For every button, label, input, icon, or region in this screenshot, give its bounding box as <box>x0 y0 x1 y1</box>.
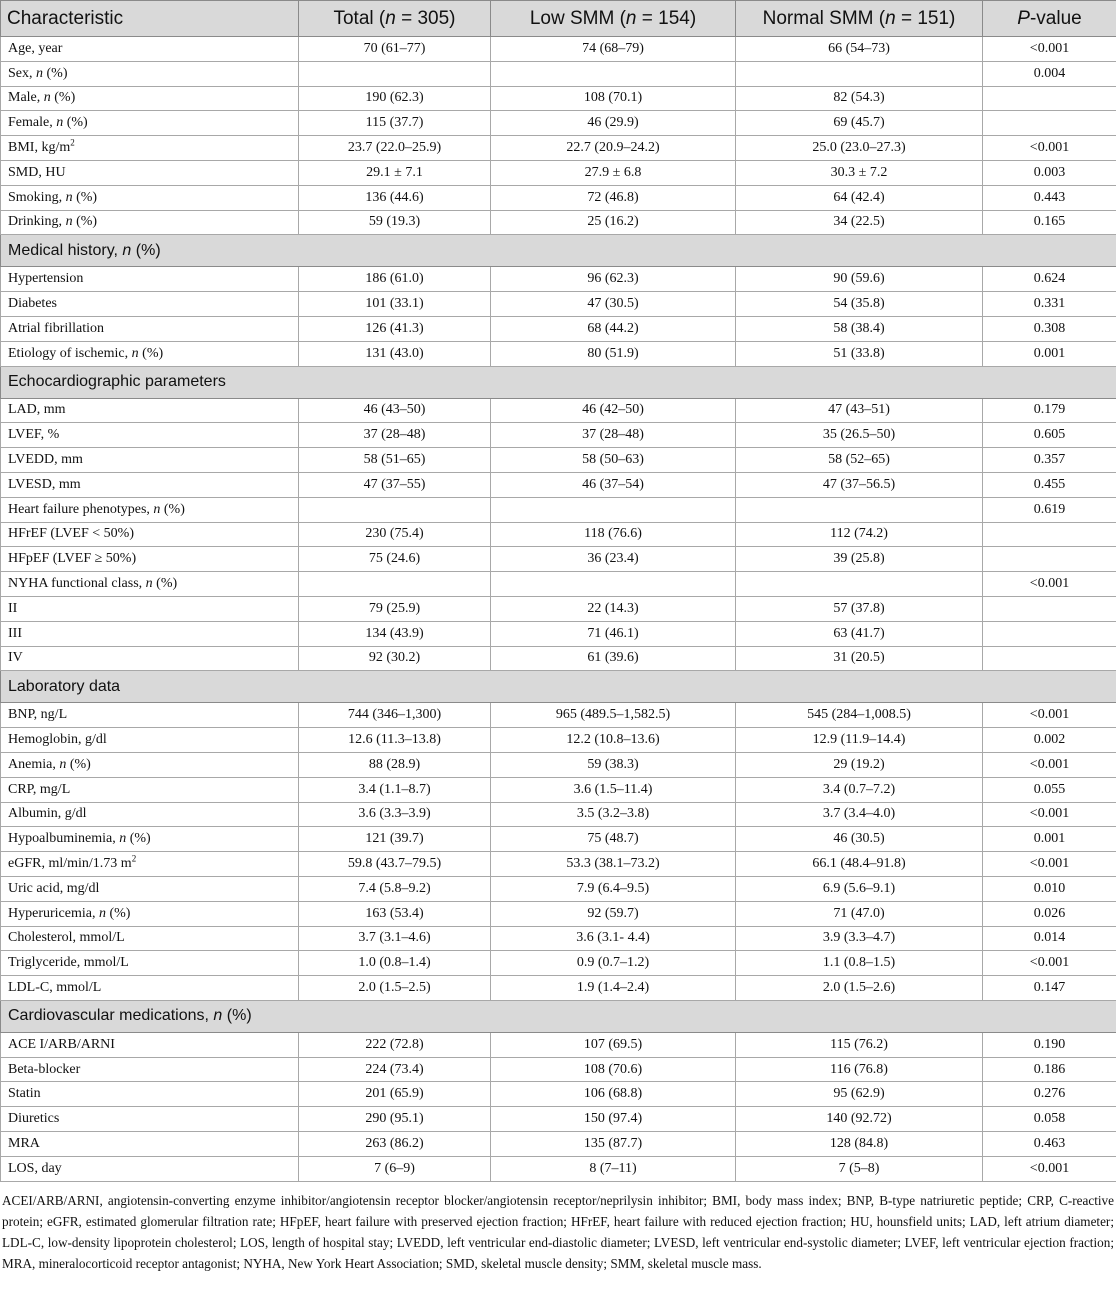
cell-low-smm: 25 (16.2) <box>491 210 736 235</box>
table-row <box>1 621 1116 646</box>
cell-total: 70 (61–77) <box>299 37 491 62</box>
cell-total: 230 (75.4) <box>299 522 491 547</box>
cell-p-value: 0.002 <box>983 728 1116 753</box>
row-label: Hyperuricemia, n (%) <box>1 901 299 926</box>
cell-low-smm: 1.9 (1.4–2.4) <box>491 976 736 1001</box>
row-label: BMI, $kg/m^2$ <box>1 136 299 161</box>
row-label: Diabetes <box>1 292 299 317</box>
cell-normal-smm <box>736 61 983 86</box>
cell-normal-smm: 30.3 ± 7.2 <box>736 160 983 185</box>
cell-p-value <box>983 621 1116 646</box>
table-row <box>1 596 1116 621</box>
row-label: Beta-blocker <box>1 1057 299 1082</box>
cell-low-smm: 108 (70.6) <box>491 1057 736 1082</box>
cell-low-smm: 107 (69.5) <box>491 1032 736 1057</box>
cell-normal-smm: 140 (92.72) <box>736 1107 983 1132</box>
table-row <box>1 901 1116 926</box>
cell-p-value: 0.147 <box>983 976 1116 1001</box>
table-row <box>1 547 1116 572</box>
cell-normal-smm: 47 (37–56.5) <box>736 472 983 497</box>
cell-low-smm: 80 (51.9) <box>491 341 736 366</box>
cell-total: 126 (41.3) <box>299 316 491 341</box>
cell-p-value <box>983 547 1116 572</box>
cell-total: 290 (95.1) <box>299 1107 491 1132</box>
cell-total: 59.8 (43.7–79.5) <box>299 852 491 877</box>
cell-p-value: 0.619 <box>983 497 1116 522</box>
cell-low-smm <box>491 61 736 86</box>
cell-total: 3.6 (3.3–3.9) <box>299 802 491 827</box>
cell-normal-smm: 2.0 (1.5–2.6) <box>736 976 983 1001</box>
row-label: Uric acid, mg/dl <box>1 876 299 901</box>
section-title: Laboratory data <box>1 671 1116 703</box>
table-row <box>1 136 1116 161</box>
cell-p-value: 0.331 <box>983 292 1116 317</box>
cell-low-smm: 46 (29.9) <box>491 111 736 136</box>
cell-p-value <box>983 596 1116 621</box>
table-row <box>1 185 1116 210</box>
cell-low-smm: 135 (87.7) <box>491 1132 736 1157</box>
cell-total: 3.4 (1.1–8.7) <box>299 777 491 802</box>
table-row <box>1 976 1116 1001</box>
row-label: Age, year <box>1 37 299 62</box>
cell-normal-smm: 3.7 (3.4–4.0) <box>736 802 983 827</box>
cell-p-value: <0.001 <box>983 852 1116 877</box>
cell-p-value: 0.003 <box>983 160 1116 185</box>
cell-low-smm: 71 (46.1) <box>491 621 736 646</box>
cell-p-value: 0.010 <box>983 876 1116 901</box>
row-label: CRP, mg/L <box>1 777 299 802</box>
cell-low-smm: 106 (68.8) <box>491 1082 736 1107</box>
row-label: BNP, ng/L <box>1 703 299 728</box>
cell-low-smm: 46 (42–50) <box>491 398 736 423</box>
cell-total: 263 (86.2) <box>299 1132 491 1157</box>
cell-total: 131 (43.0) <box>299 341 491 366</box>
cell-normal-smm: 66 (54–73) <box>736 37 983 62</box>
cell-normal-smm: 69 (45.7) <box>736 111 983 136</box>
cell-low-smm: 7.9 (6.4–9.5) <box>491 876 736 901</box>
table-row <box>1 37 1116 62</box>
cell-p-value: 0.026 <box>983 901 1116 926</box>
cell-low-smm: 53.3 (38.1–73.2) <box>491 852 736 877</box>
header-p-value: P-value <box>983 1 1116 37</box>
cell-normal-smm: 25.0 (23.0–27.3) <box>736 136 983 161</box>
table-row <box>1 316 1116 341</box>
table-row <box>1 752 1116 777</box>
cell-total: 59 (19.3) <box>299 210 491 235</box>
cell-total: 186 (61.0) <box>299 267 491 292</box>
cell-low-smm: 108 (70.1) <box>491 86 736 111</box>
table-row <box>1 876 1116 901</box>
row-label: SMD, HU <box>1 160 299 185</box>
cell-p-value: <0.001 <box>983 572 1116 597</box>
cell-low-smm: 59 (38.3) <box>491 752 736 777</box>
table-row <box>1 1032 1116 1057</box>
cell-low-smm: 27.9 ± 6.8 <box>491 160 736 185</box>
cell-normal-smm: 31 (20.5) <box>736 646 983 671</box>
cell-total: 2.0 (1.5–2.5) <box>299 976 491 1001</box>
cell-normal-smm: 51 (33.8) <box>736 341 983 366</box>
row-label: II <box>1 596 299 621</box>
row-label: Hemoglobin, g/dl <box>1 728 299 753</box>
cell-normal-smm: 29 (19.2) <box>736 752 983 777</box>
row-label: LAD, mm <box>1 398 299 423</box>
cell-normal-smm: 95 (62.9) <box>736 1082 983 1107</box>
table-row <box>1 398 1116 423</box>
cell-p-value <box>983 86 1116 111</box>
cell-low-smm: 0.9 (0.7–1.2) <box>491 951 736 976</box>
cell-total <box>299 497 491 522</box>
table-row <box>1 448 1116 473</box>
table-row <box>1 572 1116 597</box>
cell-normal-smm: 7 (5–8) <box>736 1156 983 1181</box>
cell-normal-smm: 63 (41.7) <box>736 621 983 646</box>
cell-low-smm: 92 (59.7) <box>491 901 736 926</box>
cell-normal-smm: 128 (84.8) <box>736 1132 983 1157</box>
row-label: Smoking, n (%) <box>1 185 299 210</box>
table-row <box>1 852 1116 877</box>
header-characteristic: Characteristic <box>1 1 299 37</box>
cell-p-value: <0.001 <box>983 136 1116 161</box>
cell-total: 7 (6–9) <box>299 1156 491 1181</box>
row-label: Sex, n (%) <box>1 61 299 86</box>
cell-p-value: 0.455 <box>983 472 1116 497</box>
section-header-row <box>1 366 1116 398</box>
row-label: Albumin, g/dl <box>1 802 299 827</box>
cell-p-value: 0.190 <box>983 1032 1116 1057</box>
cell-low-smm <box>491 497 736 522</box>
cell-p-value: 0.014 <box>983 926 1116 951</box>
cell-total: 58 (51–65) <box>299 448 491 473</box>
cell-low-smm: 965 (489.5–1,582.5) <box>491 703 736 728</box>
cell-total: 163 (53.4) <box>299 901 491 926</box>
cell-normal-smm: 71 (47.0) <box>736 901 983 926</box>
row-label: HFpEF (LVEF ≥ 50%) <box>1 547 299 572</box>
cell-p-value: 0.001 <box>983 827 1116 852</box>
cell-total: 7.4 (5.8–9.2) <box>299 876 491 901</box>
row-label: LVESD, mm <box>1 472 299 497</box>
cell-total: 136 (44.6) <box>299 185 491 210</box>
cell-p-value: 0.055 <box>983 777 1116 802</box>
table-row <box>1 341 1116 366</box>
cell-total: 3.7 (3.1–4.6) <box>299 926 491 951</box>
cell-low-smm: 96 (62.3) <box>491 267 736 292</box>
header-normal-smm: Normal SMM (n = 151) <box>736 1 983 37</box>
cell-p-value: 0.276 <box>983 1082 1116 1107</box>
cell-normal-smm: 112 (74.2) <box>736 522 983 547</box>
cell-normal-smm: 66.1 (48.4–91.8) <box>736 852 983 877</box>
row-label: Hypoalbuminemia, n (%) <box>1 827 299 852</box>
cell-normal-smm: 54 (35.8) <box>736 292 983 317</box>
row-label: Etiology of ischemic, n (%) <box>1 341 299 366</box>
cell-p-value <box>983 111 1116 136</box>
table-row <box>1 1156 1116 1181</box>
cell-normal-smm: 35 (26.5–50) <box>736 423 983 448</box>
table-row <box>1 111 1116 136</box>
cell-low-smm: 74 (68–79) <box>491 37 736 62</box>
cell-p-value: <0.001 <box>983 951 1116 976</box>
table-row <box>1 86 1116 111</box>
cell-p-value <box>983 646 1116 671</box>
section-title: Medical history, n (%) <box>1 235 1116 267</box>
cell-low-smm: 3.5 (3.2–3.8) <box>491 802 736 827</box>
row-label: Anemia, n (%) <box>1 752 299 777</box>
cell-p-value: <0.001 <box>983 802 1116 827</box>
row-label: HFrEF (LVEF < 50%) <box>1 522 299 547</box>
cell-normal-smm: 82 (54.3) <box>736 86 983 111</box>
cell-normal-smm: 58 (38.4) <box>736 316 983 341</box>
cell-normal-smm <box>736 572 983 597</box>
table-row <box>1 827 1116 852</box>
cell-low-smm: 46 (37–54) <box>491 472 736 497</box>
row-label: Male, n (%) <box>1 86 299 111</box>
cell-normal-smm: 6.9 (5.6–9.1) <box>736 876 983 901</box>
cell-normal-smm: 58 (52–65) <box>736 448 983 473</box>
cell-p-value: 0.179 <box>983 398 1116 423</box>
cell-low-smm: 72 (46.8) <box>491 185 736 210</box>
row-label: Triglyceride, mmol/L <box>1 951 299 976</box>
header-total: Total (n = 305) <box>299 1 491 37</box>
cell-total: 190 (62.3) <box>299 86 491 111</box>
cell-low-smm: 36 (23.4) <box>491 547 736 572</box>
row-label: III <box>1 621 299 646</box>
header-row <box>1 1 1116 37</box>
row-label: LOS, day <box>1 1156 299 1181</box>
table-row <box>1 210 1116 235</box>
cell-p-value: 0.058 <box>983 1107 1116 1132</box>
cell-p-value: <0.001 <box>983 752 1116 777</box>
cell-total <box>299 61 491 86</box>
table-row <box>1 926 1116 951</box>
row-label: NYHA functional class, n (%) <box>1 572 299 597</box>
table-row <box>1 292 1116 317</box>
section-header-row <box>1 235 1116 267</box>
cell-normal-smm: 115 (76.2) <box>736 1032 983 1057</box>
section-title: Cardiovascular medications, n (%) <box>1 1000 1116 1032</box>
table-row <box>1 802 1116 827</box>
table-row <box>1 1082 1116 1107</box>
cell-low-smm: 61 (39.6) <box>491 646 736 671</box>
row-label: Female, n (%) <box>1 111 299 136</box>
table-row <box>1 1107 1116 1132</box>
cell-total: 79 (25.9) <box>299 596 491 621</box>
cell-total: 115 (37.7) <box>299 111 491 136</box>
row-label: Statin <box>1 1082 299 1107</box>
row-label: ACE I/ARB/ARNI <box>1 1032 299 1057</box>
cell-normal-smm: 90 (59.6) <box>736 267 983 292</box>
cell-total: 12.6 (11.3–13.8) <box>299 728 491 753</box>
table-row <box>1 497 1116 522</box>
cell-p-value: 0.357 <box>983 448 1116 473</box>
table-row <box>1 472 1116 497</box>
section-title: Echocardiographic parameters <box>1 366 1116 398</box>
cell-total: 744 (346–1,300) <box>299 703 491 728</box>
cell-total: 101 (33.1) <box>299 292 491 317</box>
table-row <box>1 423 1116 448</box>
row-label: Diuretics <box>1 1107 299 1132</box>
table-row <box>1 703 1116 728</box>
cell-normal-smm: 34 (22.5) <box>736 210 983 235</box>
cell-p-value: 0.308 <box>983 316 1116 341</box>
table-row <box>1 728 1116 753</box>
cell-low-smm: 118 (76.6) <box>491 522 736 547</box>
cell-low-smm: 22 (14.3) <box>491 596 736 621</box>
cell-low-smm <box>491 572 736 597</box>
cell-p-value: 0.186 <box>983 1057 1116 1082</box>
cell-p-value: 0.463 <box>983 1132 1116 1157</box>
row-label: Drinking, n (%) <box>1 210 299 235</box>
cell-normal-smm: 545 (284–1,008.5) <box>736 703 983 728</box>
cell-low-smm: 75 (48.7) <box>491 827 736 852</box>
table-body <box>1 37 1116 1182</box>
cell-p-value: 0.605 <box>983 423 1116 448</box>
header-low-smm: Low SMM (n = 154) <box>491 1 736 37</box>
table-row <box>1 951 1116 976</box>
cell-low-smm: 22.7 (20.9–24.2) <box>491 136 736 161</box>
cell-normal-smm: 3.9 (3.3–4.7) <box>736 926 983 951</box>
row-label: Hypertension <box>1 267 299 292</box>
cell-low-smm: 3.6 (1.5–11.4) <box>491 777 736 802</box>
section-header-row <box>1 671 1116 703</box>
row-label: LDL-C, mmol/L <box>1 976 299 1001</box>
cell-total: 47 (37–55) <box>299 472 491 497</box>
row-label: Cholesterol, mmol/L <box>1 926 299 951</box>
cell-low-smm: 47 (30.5) <box>491 292 736 317</box>
row-label: MRA <box>1 1132 299 1157</box>
cell-total: 1.0 (0.8–1.4) <box>299 951 491 976</box>
cell-total: 222 (72.8) <box>299 1032 491 1057</box>
table-row <box>1 1132 1116 1157</box>
cell-total: 75 (24.6) <box>299 547 491 572</box>
table-row <box>1 160 1116 185</box>
row-label: LVEF, % <box>1 423 299 448</box>
cell-normal-smm: 3.4 (0.7–7.2) <box>736 777 983 802</box>
cell-low-smm: 68 (44.2) <box>491 316 736 341</box>
cell-normal-smm: 39 (25.8) <box>736 547 983 572</box>
cell-total: 46 (43–50) <box>299 398 491 423</box>
cell-p-value: 0.624 <box>983 267 1116 292</box>
cell-p-value: 0.004 <box>983 61 1116 86</box>
row-label: IV <box>1 646 299 671</box>
cell-low-smm: 150 (97.4) <box>491 1107 736 1132</box>
cell-low-smm: 58 (50–63) <box>491 448 736 473</box>
cell-normal-smm: 64 (42.4) <box>736 185 983 210</box>
cell-low-smm: 12.2 (10.8–13.6) <box>491 728 736 753</box>
section-header-row <box>1 1000 1116 1032</box>
cell-p-value <box>983 522 1116 547</box>
table-row <box>1 267 1116 292</box>
table-row <box>1 646 1116 671</box>
cell-total: 37 (28–48) <box>299 423 491 448</box>
cell-low-smm: 8 (7–11) <box>491 1156 736 1181</box>
cell-p-value: <0.001 <box>983 1156 1116 1181</box>
row-label: eGFR, ml/min/1.73 $m^2$ <box>1 852 299 877</box>
cell-total: 23.7 (22.0–25.9) <box>299 136 491 161</box>
cell-normal-smm: 12.9 (11.9–14.4) <box>736 728 983 753</box>
cell-normal-smm: 46 (30.5) <box>736 827 983 852</box>
cell-p-value: 0.165 <box>983 210 1116 235</box>
table-row <box>1 522 1116 547</box>
cell-p-value: 0.443 <box>983 185 1116 210</box>
cell-p-value: <0.001 <box>983 37 1116 62</box>
cell-total: 88 (28.9) <box>299 752 491 777</box>
row-label: Atrial fibrillation <box>1 316 299 341</box>
cell-total: 121 (39.7) <box>299 827 491 852</box>
cell-normal-smm: 57 (37.8) <box>736 596 983 621</box>
cell-low-smm: 3.6 (3.1- 4.4) <box>491 926 736 951</box>
table-row <box>1 777 1116 802</box>
table-row <box>1 61 1116 86</box>
cell-total: 134 (43.9) <box>299 621 491 646</box>
table-row <box>1 1057 1116 1082</box>
cell-normal-smm: 116 (76.8) <box>736 1057 983 1082</box>
cell-normal-smm: 47 (43–51) <box>736 398 983 423</box>
cell-p-value: 0.001 <box>983 341 1116 366</box>
cell-low-smm: 37 (28–48) <box>491 423 736 448</box>
cell-total: 224 (73.4) <box>299 1057 491 1082</box>
cell-total: 201 (65.9) <box>299 1082 491 1107</box>
cell-total <box>299 572 491 597</box>
row-label: Heart failure phenotypes, n (%) <box>1 497 299 522</box>
table-footnote: ACEI/ARB/ARNI, angiotensin-converting enzyme inhibitor/angiotensin receptor blocker/angiotensin receptor/neprilysin inhibitor; BMI, body mass index; BNP, B-type natriuretic peptide; CRP, C-reactive protein; eGFR, estimated glomerular filtration rate; HFpEF, heart failure with preserved ejection fraction; HFrEF, heart failure with reduced ejection fraction; HU, hounsfield units; LAD, left atrium diameter; LDL-C, low-density lipoprotein cholesterol; LOS, length of hospital stay; LVEDD, left ventricular end-diastolic diameter; LVESD, left ventricular end-systolic diameter; LVEF, left ventricular ejection fraction; MRA, mineralocorticoid receptor antagonist; NYHA, New York Heart Association; SMD, skeletal muscle density; SMM, skeletal muscle mass. <box>2 1192 1114 1271</box>
row-label: LVEDD, mm <box>1 448 299 473</box>
cell-normal-smm <box>736 497 983 522</box>
cell-total: 29.1 ± 7.1 <box>299 160 491 185</box>
cell-normal-smm: 1.1 (0.8–1.5) <box>736 951 983 976</box>
cell-p-value: <0.001 <box>983 703 1116 728</box>
cell-total: 92 (30.2) <box>299 646 491 671</box>
